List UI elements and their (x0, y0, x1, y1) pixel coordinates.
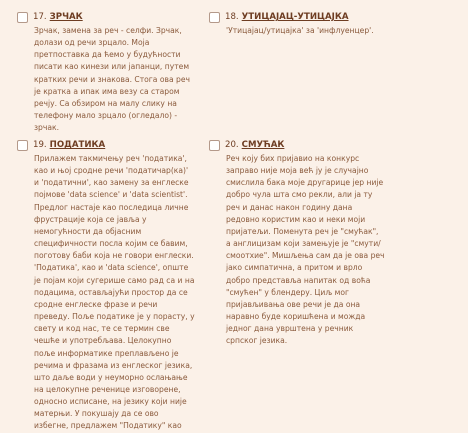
entry-number: 18. (225, 12, 239, 22)
entry-number: 20. (225, 140, 239, 150)
entry-title (225, 12, 349, 22)
entry-checkbox[interactable] (209, 140, 220, 151)
entry-text: Реч коју бих пријавио на конкурс заправо није моја већ ју је случајно смислила бака моје другарице јер није добро чула шта смо рекли, али ја ту реч и данас након годину дана редовно користим као и неки моји пријатељи. Поменута реч је "смућак", а англицизам који замењује је "смути/ смоотхие". Мишљења сам да је ова реч јако симпатична, а притом и врло добро представља напитак од воћа "смућен" у блендеру. Циљ мог пријављивања ове речи је да она наравно буде коришћена и можда једног дана уврштена у речник српског језика. (226, 154, 385, 346)
entry-header (209, 138, 389, 152)
entry-name[interactable]: ПОДАТИКА (49, 140, 106, 150)
entry-header (17, 138, 197, 152)
entry-checkbox[interactable] (17, 140, 28, 151)
entry-name[interactable]: УТИЦАЈАЦ-УТИЦАЈКА (241, 12, 349, 22)
entry-text: Зрчак, замена за реч - селфи. Зрчак, долази од речи зрцало. Моја претпоставка да ћемо у будућности писати као кинези или јапанци, путем кратких речи и знакова. Стога ова реч је кратка а ипак има везу са старом речју. Са обзиром на малу слику на телефону мало зрцало (огледало) - зрчак. (34, 26, 191, 133)
entry-19 (17, 138, 197, 433)
entry-header (17, 10, 195, 24)
entry-number: 19. (33, 140, 47, 150)
entry-18 (209, 10, 399, 37)
entry-17 (17, 10, 195, 134)
entry-checkbox[interactable] (17, 12, 28, 23)
entry-name[interactable]: СМУЋАК (241, 140, 285, 150)
entry-text: 'Утицајац/утицајка' за 'инфлуенцер'. (226, 26, 374, 35)
entry-text: Прилажем такмичењу реч 'податика', као и њој сродне речи 'податичар(ка)' и 'податични', као замену за енглеске појмове 'data science' и 'data scientist'. Предлог настаје као последица личне фрустрације која се јавља у немогућности да објасним специфичности посла којим се бавим, поготову баби која не говори енглески. 'Податика', као и 'data science', опште је појам који сугерише само рад са и на подацима, остављајући простор да се сродне енглеске фразе и речи преведу. Поље податике је у порасту, у свету и код нас, те се термин све чешће и употребљава. Целокупно поље информатике преплављено је речима и фразама из енглеског језика, што даље води у неуморно ослањање на целокупне реченице изговорене, односно исписане, на језику који није матерњи. У покушају да се ово избегне, предлажем "Податику" као (34, 154, 195, 431)
entry-20 (209, 138, 389, 348)
entry-name[interactable]: ЗРЧАК (49, 12, 83, 22)
entry-title (33, 140, 105, 150)
entry-title (225, 140, 284, 150)
entry-title (33, 12, 83, 22)
entry-checkbox[interactable] (209, 12, 220, 23)
entry-number: 17. (33, 12, 47, 22)
entry-header (209, 10, 399, 24)
